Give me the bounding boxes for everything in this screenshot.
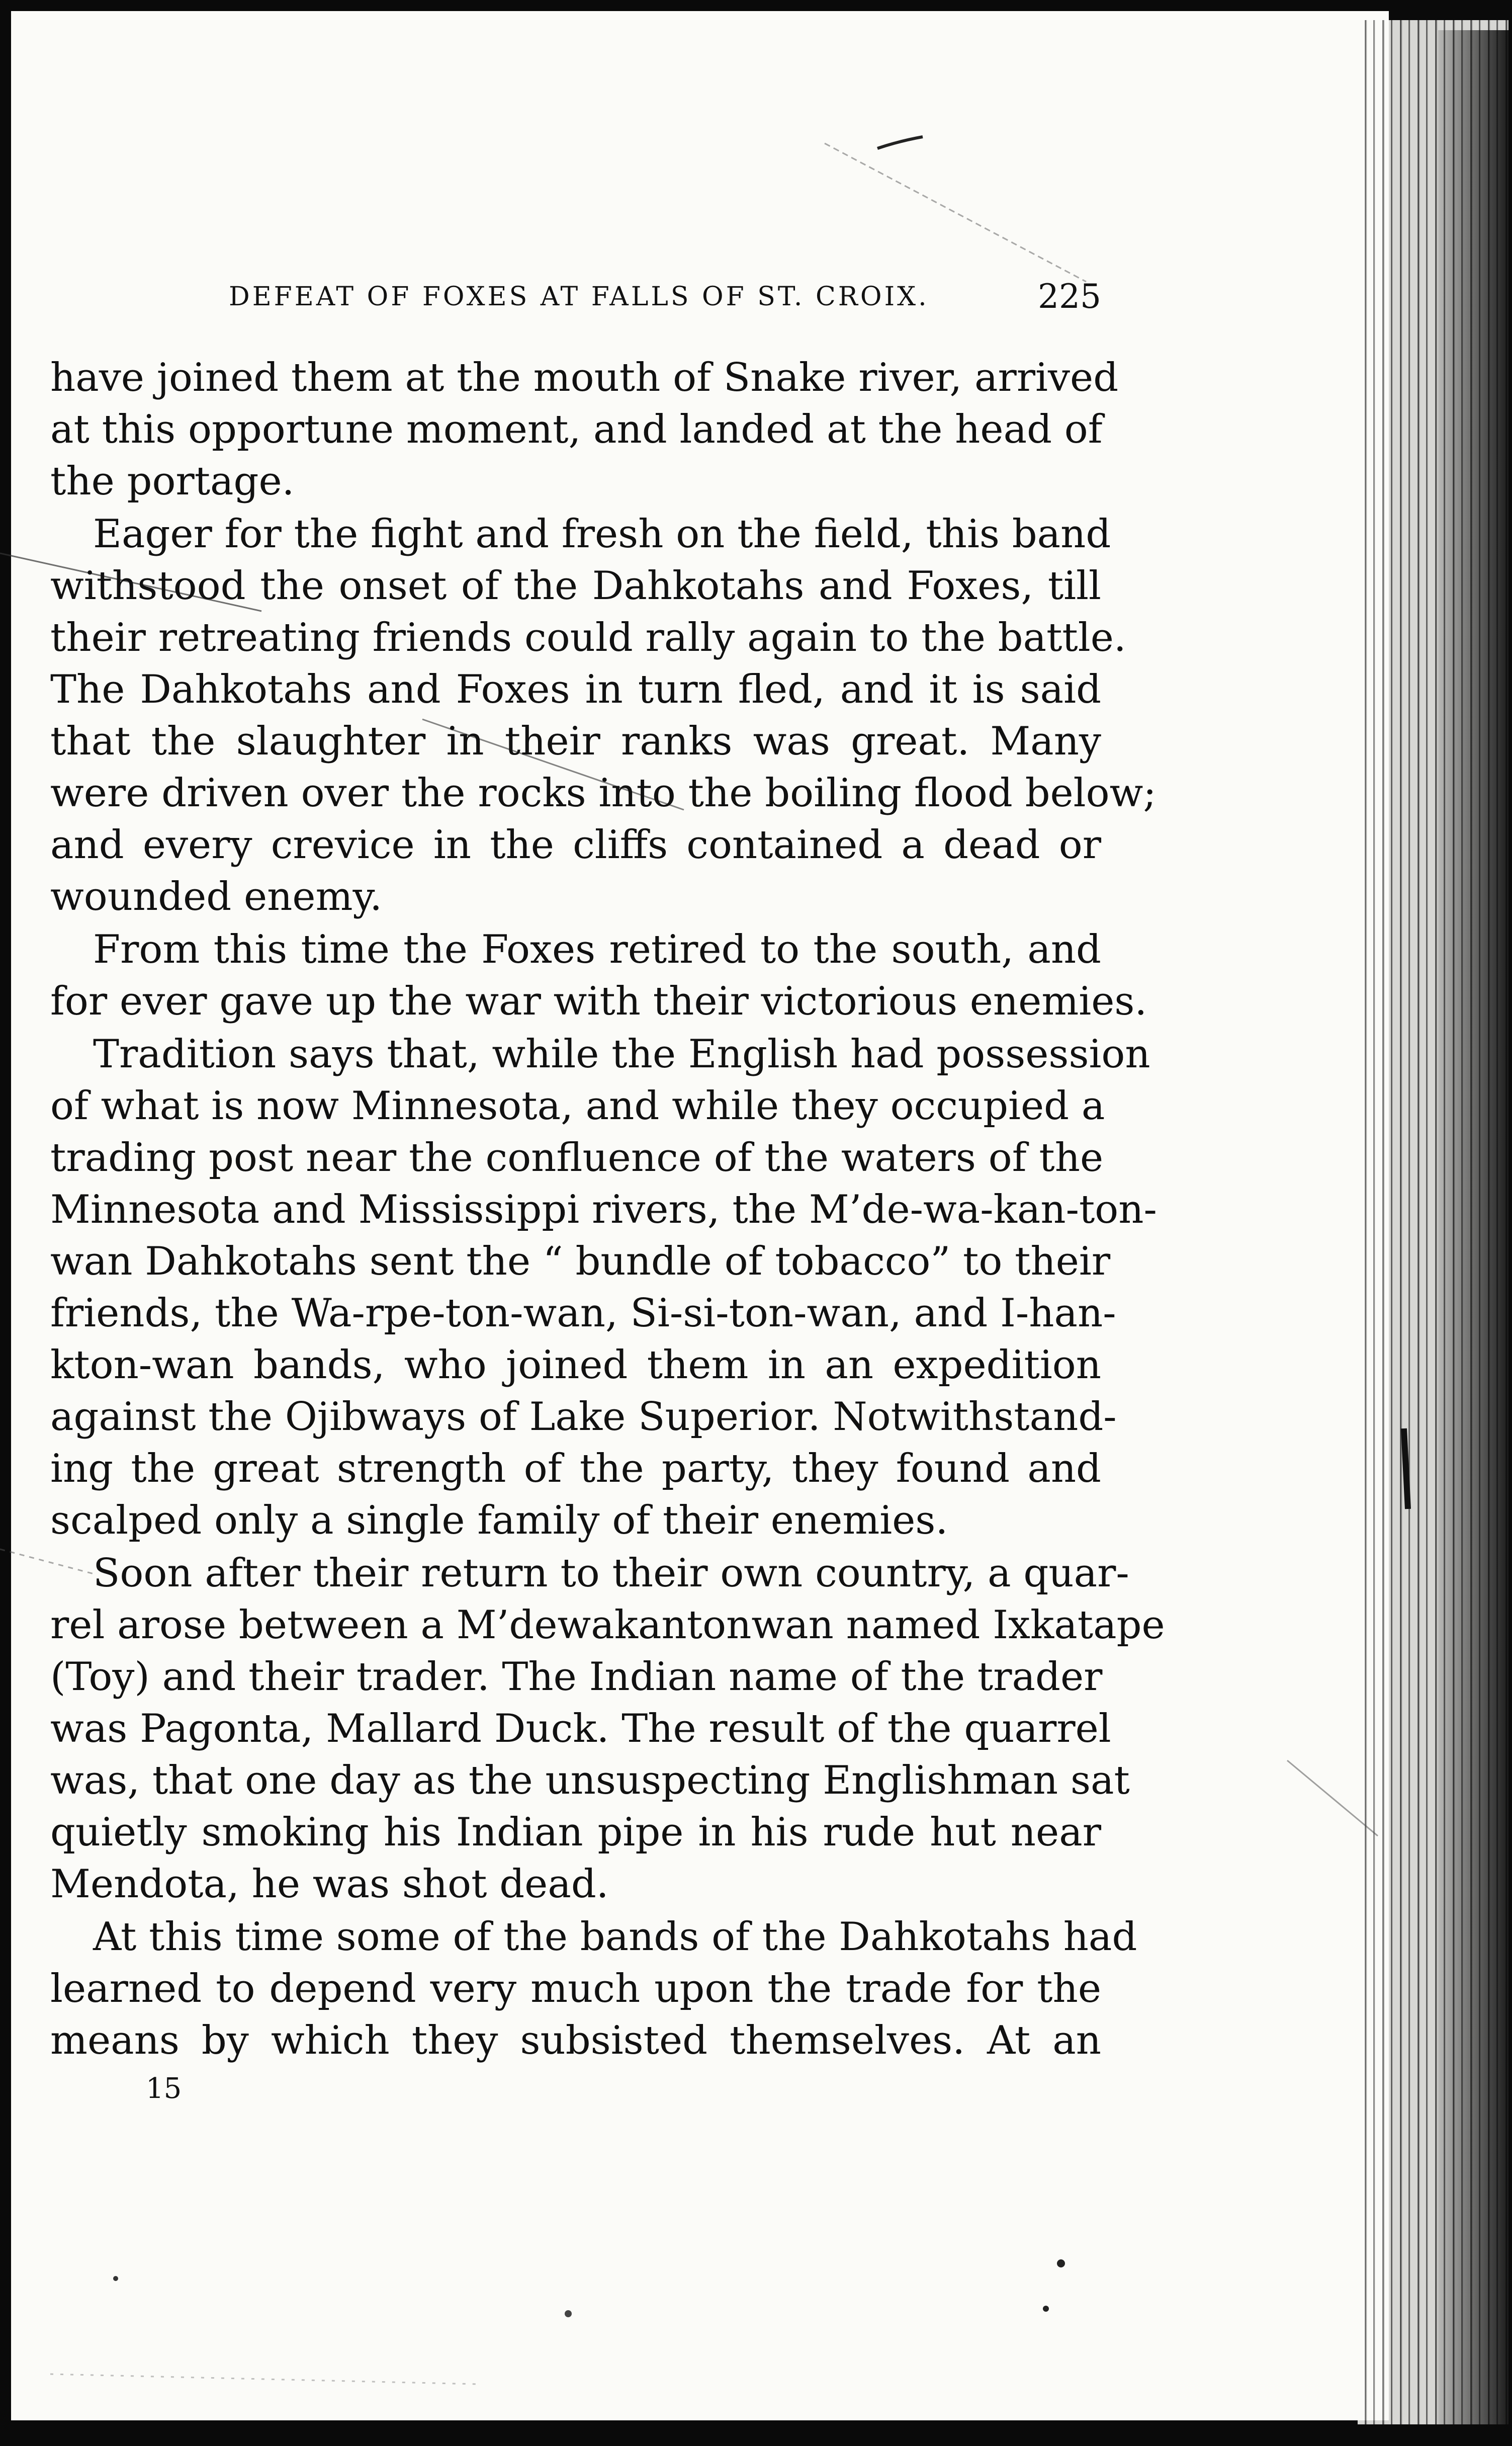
page-header: [50, 274, 1101, 319]
text-line: wan Dahkotahs sent the “ bundle of tobacco” to their: [50, 1239, 1111, 1284]
signature-mark: 15: [146, 2072, 182, 2105]
text-line: have joined them at the mouth of Snake river, arrived: [50, 355, 1119, 400]
text-line: Tradition says that, while the English had possession: [93, 1032, 1150, 1077]
text-line: ing the great strength of the party, they found and: [50, 1446, 1101, 1491]
paragraph: [50, 1911, 1137, 2067]
binding-shadow: [1438, 30, 1512, 2434]
text-line: From this time the Foxes retired to the south, and: [93, 927, 1101, 972]
text-line: that the slaughter in their ranks was great. Many: [50, 719, 1101, 764]
text-line: at this opportune moment, and landed at the head of: [50, 407, 1103, 452]
text-line: quietly smoking his Indian pipe in his rude hut near: [50, 1810, 1101, 1855]
text-line: Eager for the fight and fresh on the field, this band: [93, 512, 1111, 557]
paragraph: [50, 509, 1157, 923]
running-head: DEFEAT OF FOXES AT FALLS OF ST. CROIX.: [229, 282, 929, 312]
text-line: the portage.: [50, 459, 295, 504]
text-line: was Pagonta, Mallard Duck. The result of the quarrel: [50, 1706, 1111, 1751]
paragraph: [50, 352, 1119, 508]
text-line: The Dahkotahs and Foxes in turn fled, and it is said: [50, 667, 1101, 712]
text-line: were driven over the rocks into the boiling flood below;: [50, 771, 1157, 816]
text-line: kton-wan bands, who joined them in an expedition: [50, 1342, 1101, 1388]
text-line: rel arose between a M’dewakantonwan named Ixkatape: [50, 1602, 1165, 1648]
text-line: withstood the onset of the Dahkotahs and Foxes, till: [50, 563, 1101, 609]
text-line: against the Ojibways of Lake Superior. Notwithstand-: [50, 1394, 1117, 1440]
page-number: 225: [1038, 277, 1101, 316]
text-line: learned to depend very much upon the trade for the: [50, 1966, 1101, 2011]
text-line: wounded enemy.: [50, 874, 383, 919]
paragraph: [50, 924, 1147, 1028]
text-line: and every crevice in the cliffs contained a dead or: [50, 822, 1101, 868]
text-line: At this time some of the bands of the Dahkotahs had: [93, 1914, 1137, 1960]
text-line: their retreating friends could rally again to the battle.: [50, 615, 1126, 660]
text-line: Minnesota and Mississippi rivers, the M’de-wa-kan-ton-: [50, 1187, 1157, 1232]
text-line: means by which they subsisted themselves. At an: [50, 2018, 1101, 2063]
text-line: of what is now Minnesota, and while they occupied a: [50, 1083, 1105, 1129]
text-line: (Toy) and their trader. The Indian name of the trader: [50, 1654, 1103, 1700]
paragraph: [50, 1548, 1165, 1910]
body-text: [50, 352, 1165, 2068]
text-line: scalped only a single family of their enemies.: [50, 1498, 948, 1543]
text-line: Mendota, he was shot dead.: [50, 1862, 609, 1907]
text-line: trading post near the confluence of the waters of the: [50, 1135, 1104, 1180]
text-line: for ever gave up the war with their victorious enemies.: [50, 979, 1147, 1024]
text-line: friends, the Wa-rpe-ton-wan, Si-si-ton-wan, and I-han-: [50, 1291, 1116, 1336]
text-line: was, that one day as the unsuspecting Englishman sat: [50, 1758, 1130, 1803]
text-line: Soon after their return to their own country, a quar-: [93, 1551, 1129, 1596]
paragraph: [50, 1029, 1157, 1547]
